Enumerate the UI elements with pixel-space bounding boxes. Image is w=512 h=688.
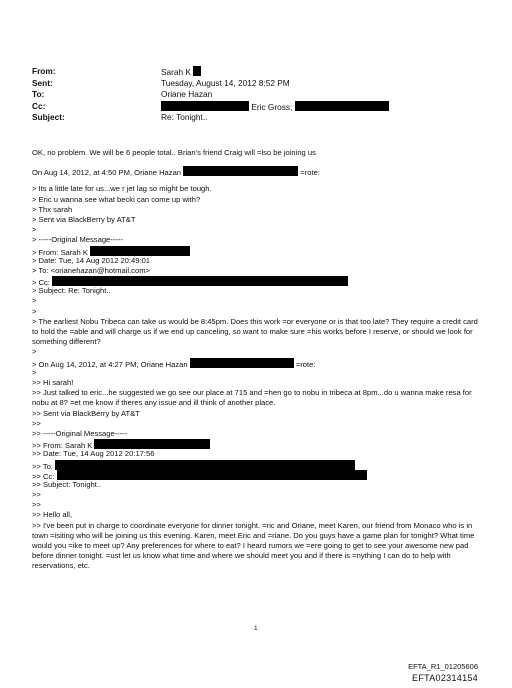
quote-intro-end: =rote: (300, 168, 320, 178)
body-line (32, 166, 486, 176)
cc-line: > Cc: (32, 278, 50, 288)
body-paragraph: >> I've been put in charge to coordinate everyone for dinner tonight. =ric and Oriane, meet Karen, our friend from Monaco who is in town =isiting who will be joining us this evening. Karen, meet Eric and =riane. Do you guys have a game plan for tonight? What time would you =ike to meet up? Any preferences for where to eat? I heard rumors we =ere going to get to see your awesome new pad before dinner tonight. =ust let us know what time and where we should meet you and if there is =nything I can do to help with reservations, etc. (32, 520, 475, 571)
body-line: >> Hello all, (32, 510, 73, 520)
email-body (32, 148, 486, 572)
cc-line: >> Cc: (32, 471, 55, 481)
redaction-box (55, 460, 355, 470)
to-value: Oriane Hazan (161, 89, 213, 99)
header-sent-row (32, 78, 492, 90)
body-line: > Date: Tue, 14 Aug 2012 20:49:01 (32, 255, 151, 265)
bates-number-small: EFTA_R1_01205606 (408, 662, 478, 671)
body-line: >> Sent via BlackBerry by AT&T (32, 408, 140, 418)
redaction-box (295, 101, 389, 111)
body-paragraph: > The earliest Nobu Tribeca can take us would be 8:45pm. Does this work =or everyone or is that too late? They require a credit card to hold the =able and will charge us if we end up canceling, so want to make sure =his works before I reserve, or should we look for something different? (32, 316, 478, 347)
redaction-box (94, 439, 210, 449)
from-line: > From: Sarah K (32, 247, 88, 257)
bates-number-large: EFTA02314154 (412, 673, 478, 683)
redaction-box (161, 101, 249, 111)
from-line: >> From: Sarah K (32, 441, 93, 451)
body-line: >> Date: Tue, 14 Aug 2012 20:17:56 (32, 449, 155, 459)
quote-intro-end: =rote: (295, 359, 316, 369)
body-line: > (32, 296, 37, 306)
body-line: OK, no problem. We will be 6 people total.. Brian's friend Craig will =lso be joining us (32, 148, 316, 157)
body-line (32, 358, 486, 368)
quote-intro: > On Aug 14, 2012, at 4:27 PM, Oriane Hazan (32, 359, 188, 369)
quote-intro: On Aug 14, 2012, at 4:50 PM, Oriane Hazan (32, 168, 182, 178)
redaction-box (183, 166, 298, 176)
cc-label: Cc: (32, 100, 46, 111)
body-line: > -----Original Message----- (32, 235, 123, 245)
redaction-box (193, 66, 201, 76)
header-cc-row (32, 101, 492, 113)
redaction-box (90, 246, 190, 256)
body-line: > Thx sarah (32, 204, 73, 214)
body-line: > (32, 347, 37, 357)
redaction-box (190, 358, 294, 368)
header-to-row (32, 89, 492, 101)
body-line: > (32, 367, 37, 377)
body-line: > Its a little late for us...we r jet lag so might be tough. (32, 184, 212, 194)
body-line: >> (32, 500, 41, 510)
email-header (32, 66, 492, 124)
body-line: > (32, 225, 37, 235)
redaction-box (57, 470, 367, 480)
from-name: Sarah K (161, 67, 191, 77)
body-line: >> (32, 418, 41, 428)
body-line: >> (32, 490, 41, 500)
body-line: > Subject: Re: Tonight.. (32, 286, 111, 296)
body-line: > Sent via BlackBerry by AT&T (32, 214, 136, 224)
body-line (32, 460, 486, 470)
body-line (32, 276, 486, 286)
redaction-box (52, 276, 348, 286)
body-line (32, 246, 486, 256)
body-line (32, 470, 486, 480)
body-line: >> Subject: Tonight.. (32, 479, 102, 489)
body-line: >> -----Original Message----- (32, 428, 128, 438)
cc-name: Eric Gross; (251, 101, 293, 112)
page-number: 1 (254, 625, 258, 632)
header-from-row (32, 66, 492, 78)
subject-label: Subject: (32, 112, 65, 122)
body-line: >> Hi sarah! (32, 377, 74, 387)
body-line: > To: <orianehazan@hotmail.com> (32, 265, 150, 275)
from-label: From: (32, 66, 56, 76)
header-subject-row (32, 112, 492, 124)
sent-label: Sent: (32, 77, 53, 88)
to-label: To: (32, 89, 45, 99)
body-line: > Eric u wanna see what becki can come up with? (32, 194, 201, 204)
subject-value: Re: Tonight.. (161, 112, 208, 122)
to-line: >> To: (32, 461, 53, 471)
body-paragraph: >> Just talked to eric...he suggested we go see our place at 715 and =hen go to nobu in tribeca at 8pm...do u wanna make resa for nobu at 8? =et me know if theres any issue and ill think of another place. (32, 388, 472, 408)
sent-value: Tuesday, August 14, 2012 8:52 PM (161, 77, 290, 88)
body-line (32, 439, 486, 449)
body-line: > (32, 306, 37, 316)
